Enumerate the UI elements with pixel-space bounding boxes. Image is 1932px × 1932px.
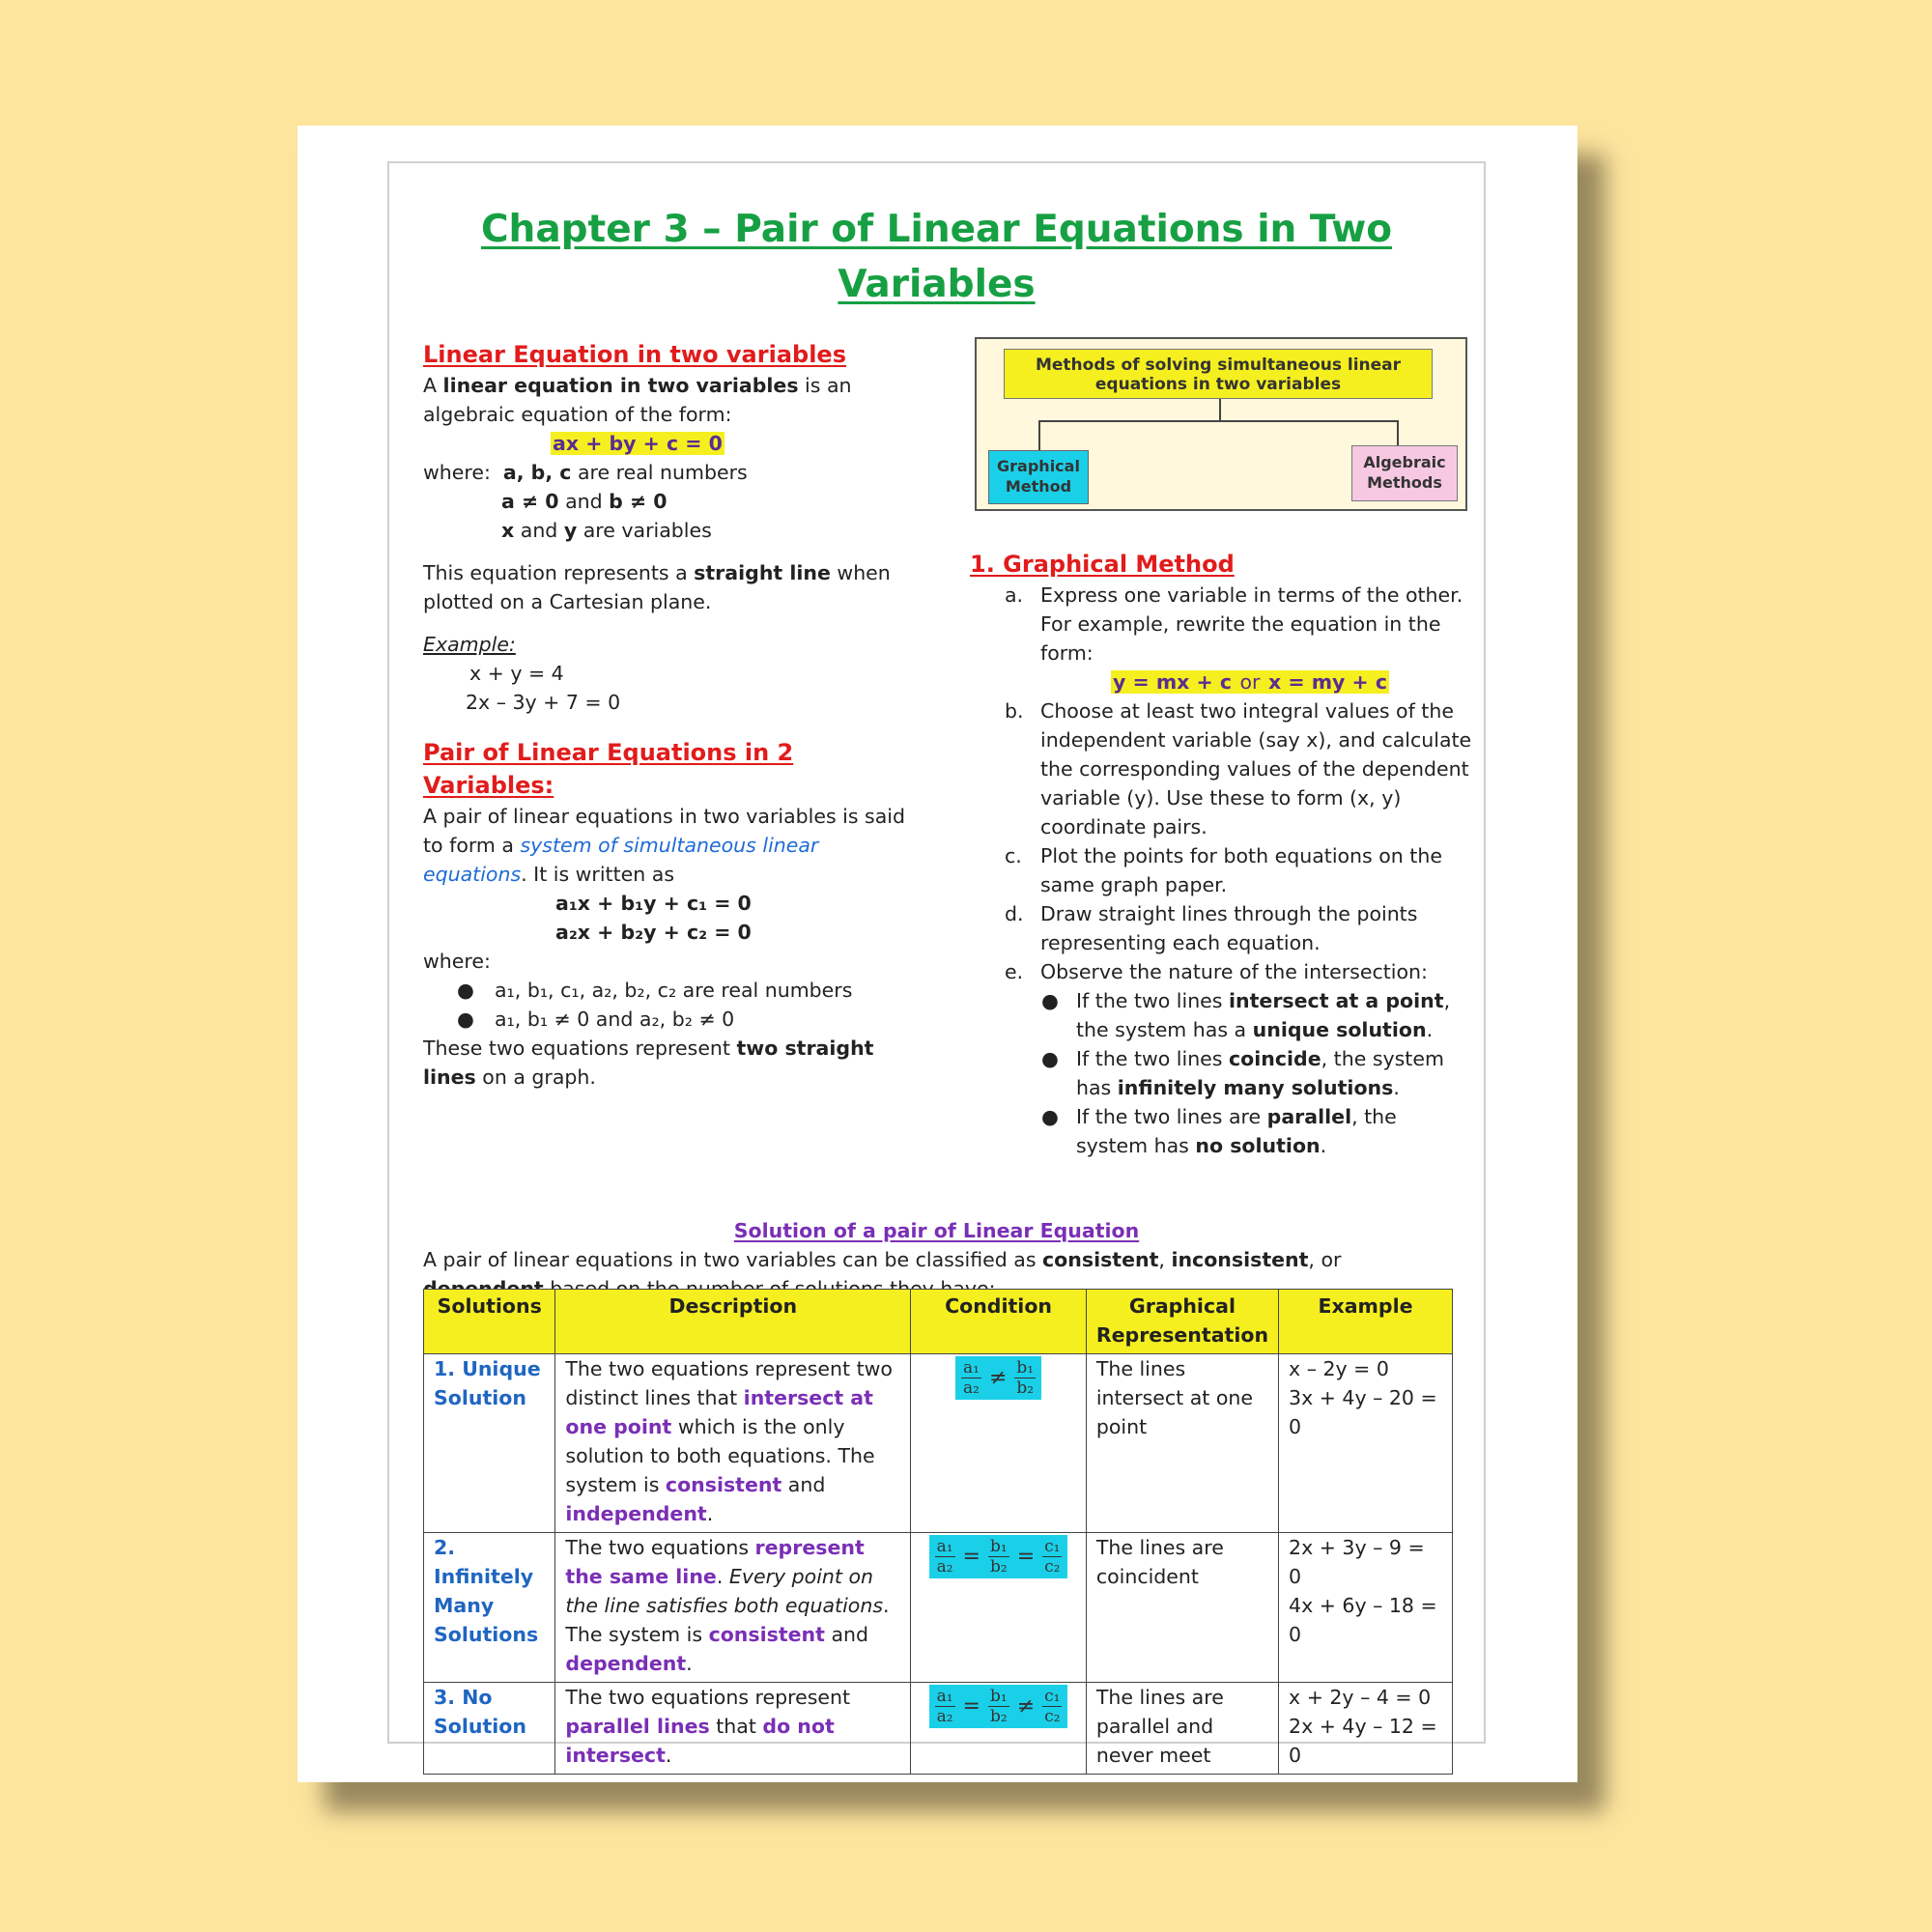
page-content (389, 163, 1484, 1767)
paragraph-two-lines: These two equations represent two straight lines on a graph. (423, 1037, 874, 1089)
solution-graph: The lines are parallel and never meet (1086, 1683, 1278, 1775)
connector-line (1397, 420, 1399, 445)
bullet-nonzero: ● a₁, b₁ ≠ 0 and a₂, b₂ ≠ 0 (457, 1008, 735, 1031)
solution-graph: The lines intersect at one point (1086, 1354, 1278, 1533)
solution-condition: $\frac{\text{a₁}}{\text{a₂}}$ = $\frac{\text{b₁}}{\text{b₂}}$ ≠ $\frac{\text{c₁}}{\text{c₂}}$ (911, 1683, 1087, 1775)
table-row (424, 1683, 1453, 1775)
header-condition: Condition (911, 1290, 1087, 1354)
table-row (424, 1354, 1453, 1533)
solution-graph: The lines are coincident (1086, 1533, 1278, 1683)
header-description: Description (555, 1290, 911, 1354)
paragraph-straight-line: This equation represents a straight line when plotted on a Cartesian plane. (423, 561, 891, 613)
paragraph-system: A pair of linear equations in two variables is said to form a system of simultaneous linear equations. It is written as (423, 805, 905, 886)
solution-description: The two equations represent the same line. Every point on the line satisfies both equations. The system is consistent and dependent. (555, 1533, 911, 1683)
step-d: d. Draw straight lines through the points representing each equation. (1005, 902, 1418, 954)
step-c: c. Plot the points for both equations on the same graph paper. (1005, 844, 1442, 896)
solution-description: The two equations represent two distinct lines that intersect at one point which is the only solution to both equations. The system is consistent and independent. (555, 1354, 911, 1533)
system-eq-1: a₁x + b₁y + c₁ = 0 (555, 892, 752, 915)
solution-type: 1. Unique Solution (424, 1354, 555, 1533)
step-e: e. Observe the nature of the intersection: (1005, 960, 1428, 983)
heading-linear-equation: Linear Equation in two variables (423, 341, 846, 368)
connector-line (1219, 399, 1221, 420)
connector-line (1038, 420, 1040, 450)
document-sheet (298, 126, 1577, 1782)
page-title: Chapter 3 – Pair of Linear Equations in Two Variables (480, 208, 1393, 306)
example-label: Example: (423, 633, 516, 656)
example-1: x + y = 4 (469, 662, 564, 685)
bullet-parallel: ● If the two lines are parallel, the system has no solution. (1041, 1105, 1397, 1157)
diagram-graphical-box: Graphical Method (988, 450, 1089, 504)
methods-diagram (975, 337, 1467, 511)
table-header-row (424, 1290, 1453, 1354)
connector-line (1038, 420, 1398, 422)
table-row (424, 1533, 1453, 1683)
heading-pair-linear: Pair of Linear Equations in 2 Variables: (423, 739, 794, 799)
bullet-coincide: ● If the two lines coincide, the system has infinitely many solutions. (1041, 1047, 1444, 1099)
solution-example: x + 2y – 4 = 0 2x + 4y – 12 = 0 (1279, 1683, 1453, 1775)
header-graphical: Graphical Representation (1086, 1290, 1278, 1354)
diagram-algebraic-box: Algebraic Methods (1351, 445, 1458, 501)
solution-heading: Solution of a pair of Linear Equation (733, 1219, 1140, 1242)
solution-condition: $\frac{\text{a₁}}{\text{a₂}}$ ≠ $\frac{\text{b₁}}{\text{b₂}}$ (911, 1354, 1087, 1533)
where-clause: where: a, b, c are real numbers (423, 461, 748, 484)
coefficient-condition: a ≠ 0 and b ≠ 0 (501, 490, 668, 513)
solution-example: x – 2y = 0 3x + 4y – 20 = 0 (1279, 1354, 1453, 1533)
bullet-real-numbers: ● a₁, b₁, c₁, a₂, b₂, c₂ are real numbers (457, 979, 853, 1002)
solution-intro: A pair of linear equations in two variables can be classified as consistent, inconsistent, or (423, 1248, 1342, 1271)
header-example: Example (1279, 1290, 1453, 1354)
solutions-table (423, 1289, 1453, 1775)
solution-type: 2. Infinitely Many Solutions (424, 1533, 555, 1683)
slope-form-equation: y = mx + c or x = my + c (1113, 670, 1388, 694)
diagram-root-box: Methods of solving simultaneous linear equations in two variables (1004, 349, 1433, 399)
example-2: 2x – 3y + 7 = 0 (466, 691, 621, 714)
paragraph-definition: A linear equation in two variables is an algebraic equation of the form: (423, 374, 852, 426)
page-frame (387, 161, 1486, 1767)
system-eq-2: a₂x + b₂y + c₂ = 0 (555, 921, 752, 944)
step-b: b. Choose at least two integral values of the independent variable (say x), and calculate the corresponding values of the dependent variable (y). Use these to form (x, y) coordinate pairs. (1005, 699, 1472, 838)
step-a: a. Express one variable in terms of the other. For example, rewrite the equation in the form: (1005, 583, 1463, 665)
solution-condition: $\frac{\text{a₁}}{\text{a₂}}$ = $\frac{\text{b₁}}{\text{b₂}}$ = $\frac{\text{c₁}}{\text{c₂}}$ (911, 1533, 1087, 1683)
general-equation: ax + by + c = 0 (553, 432, 723, 455)
bullet-intersect: ● If the two lines intersect at a point, the system has a unique solution. (1041, 989, 1451, 1041)
solution-description: The two equations represent parallel lines that do not intersect. (555, 1683, 911, 1775)
left-column (423, 338, 925, 1092)
heading-graphical-method: 1. Graphical Method (970, 551, 1235, 578)
solution-example: 2x + 3y – 9 = 0 4x + 6y – 18 = 0 (1279, 1533, 1453, 1683)
variables-line: x and y are variables (501, 519, 712, 542)
right-column (970, 548, 1472, 1160)
solution-type: 3. No Solution (424, 1683, 555, 1775)
header-solutions: Solutions (424, 1290, 555, 1354)
where-clause-2: where: (423, 950, 491, 973)
